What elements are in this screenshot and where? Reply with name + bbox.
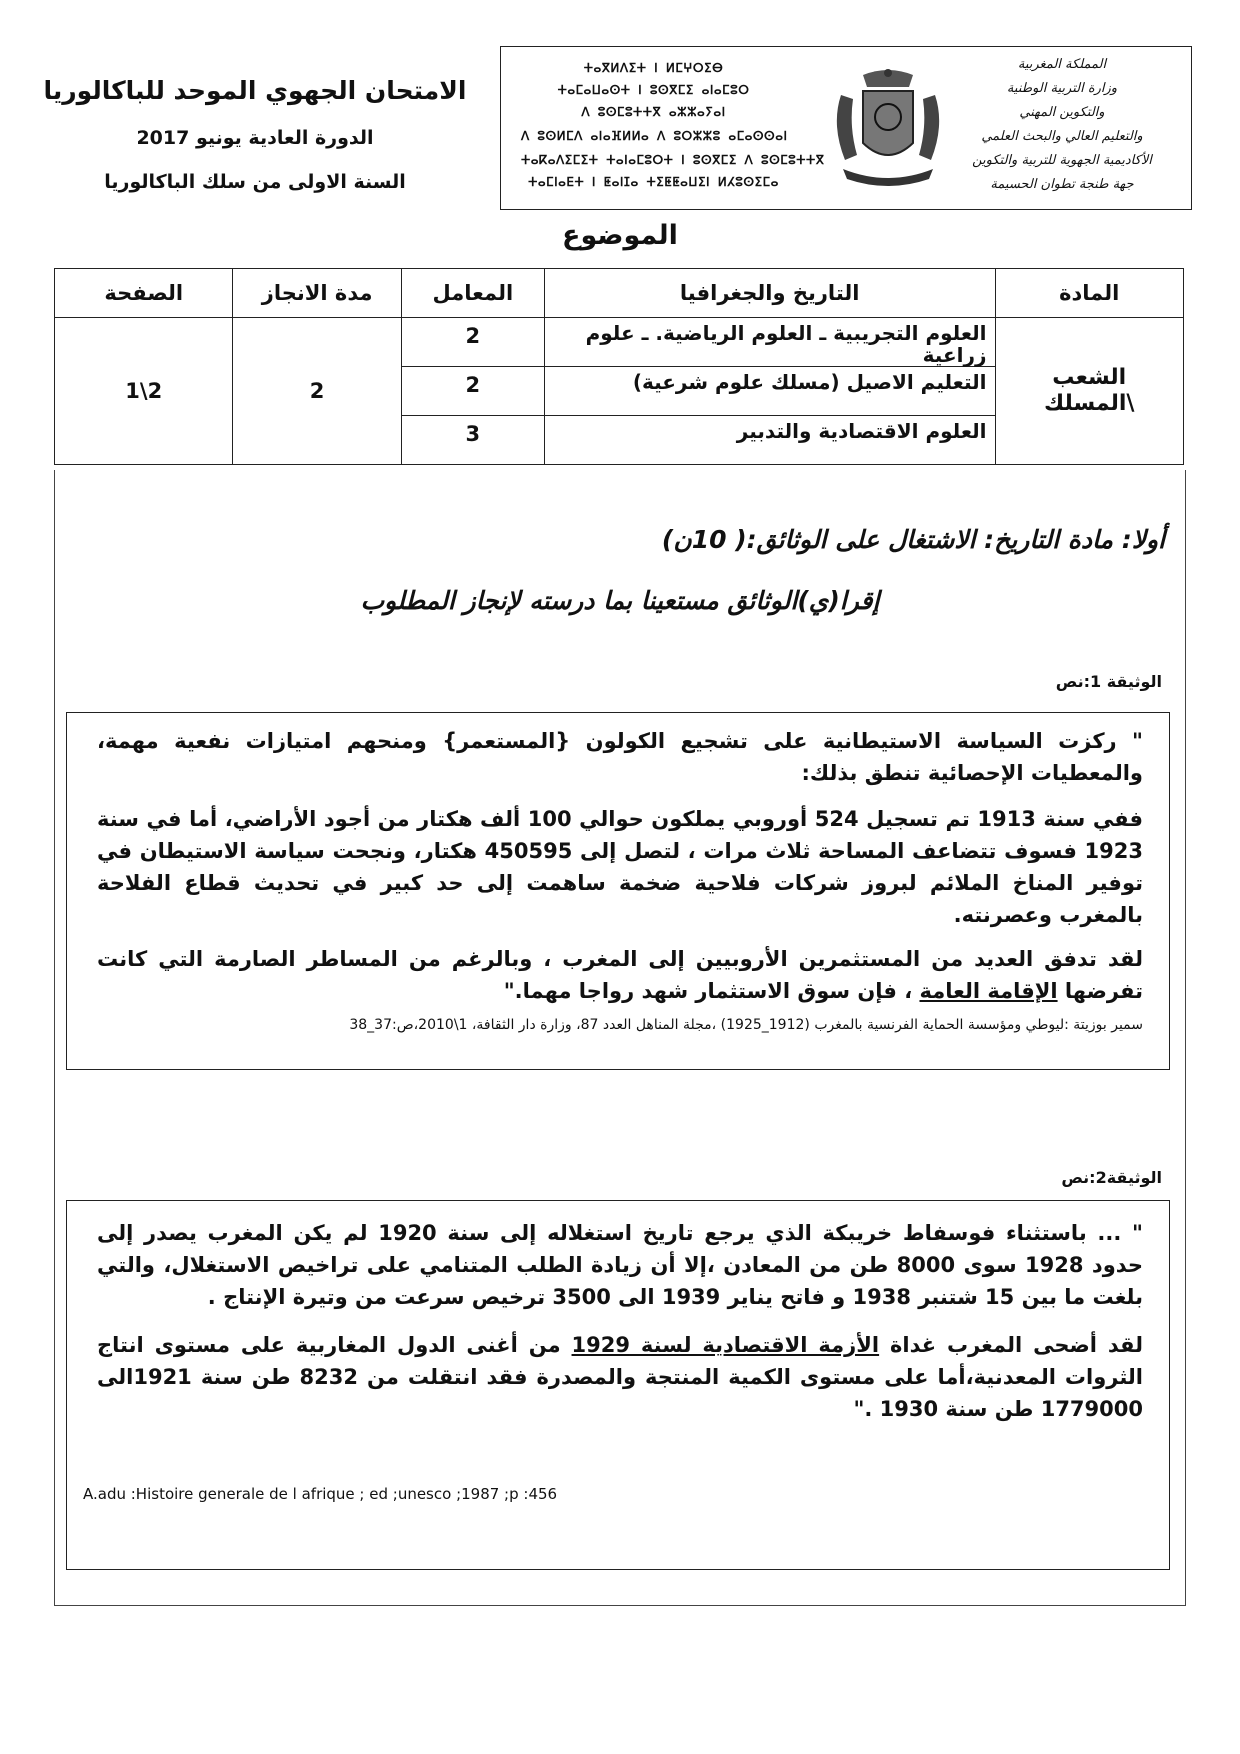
doc2-label: الوثيقة2:نص xyxy=(1061,1168,1162,1187)
doc1-box xyxy=(66,712,1170,1070)
stream-cell: التعليم الاصيل (مسلك علوم شرعية) xyxy=(544,367,995,416)
part-one-title: أولا: مادة التاريخ: الاشتغال على الوثائق:( 10ن) xyxy=(661,525,1165,554)
tifinagh-line: ⴷ ⵓⵙⵎⵓⵜⵜⴳ ⴰⵣⵣⴰⵢⴰⵏ xyxy=(581,105,726,119)
stream-cell: العلوم الاقتصادية والتدبير xyxy=(544,416,995,465)
subject-value: التاريخ والجغرافيا xyxy=(544,269,995,318)
coefficient-cell: 2 xyxy=(401,367,544,416)
coefficient-cell: 3 xyxy=(401,416,544,465)
tifinagh-line: ⴷ ⵓⵙⵍⵎⴷ ⴰⵏⴰⴼⵍⵍⴰ ⴷ ⵓⵔⵣⵣⵓ ⴰⵎⴰⵙⵙⴰⵏ xyxy=(521,129,788,143)
institution-header-box xyxy=(500,46,1192,210)
subject-header: المادة xyxy=(995,269,1184,318)
tifinagh-line: ⵜⴰⵎⵏⴰⴹⵜ ⵏ ⵟⴰⵏⵊⴰ ⵜⵉⵟⵟⴰⵡⵉⵏ ⵍⵃⵓⵙⵉⵎⴰ xyxy=(528,175,779,189)
subject-heading: الموضوع xyxy=(562,220,678,251)
tifinagh-line: ⵜⴰⴳⵍⴷⵉⵜ ⵏ ⵍⵎⵖⵔⵉⴱ xyxy=(583,61,724,75)
stream-cell: العلوم التجريبية ـ العلوم الرياضية. ـ علوم زراعية xyxy=(544,318,995,367)
doc2-paragraph: " ... باستثناء فوسفاط خريبكة الذي يرجع تاريخ استغلاله إلى سنة 1920 لم يكن المغرب يصدر إلى حدود 1928 سوى 8000 طن من المعادن ،إلا أن زيادة الطلب المتنامي على تراخيص الاستغلال، والتي بلغت ما بين 15 شتنبر 1938 و فاتح يناير 1939 الى 3500 ترخيص سرعت من وتيرة الإنتاج . xyxy=(97,1221,1144,1309)
institution-line: المملكة المغربية xyxy=(1017,57,1107,72)
doc1-text: لقد تدفق العديد من المستثمرين الأروبيين إلى المغرب ، وبالرغم من المساطر الصارمة التي كانت تفرضها xyxy=(97,947,1143,1003)
tifinagh-line: ⵜⴰⴽⴰⴷⵉⵎⵉⵜ ⵜⴰⵏⴰⵎⵓⵔⵜ ⵏ ⵓⵙⴳⵎⵉ ⴷ ⵓⵙⵎⵓⵜⵜⴳ xyxy=(521,153,825,167)
table-header-row xyxy=(55,269,1184,318)
institution-line: جهة طنجة تطوان الحسيمة xyxy=(990,177,1134,192)
exam-header xyxy=(40,76,470,193)
doc2-underlined-term: الأزمة الاقتصادية لسنة 1929 xyxy=(571,1333,880,1357)
exam-session: الدورة العادية يونيو 2017 xyxy=(136,127,374,149)
institution-line: والتعليم العالي والبحث العلمي xyxy=(981,129,1143,144)
instruction-text: إقرا(ي)الوثائق مستعينا بما درسته لإنجاز المطلوب xyxy=(360,586,880,615)
duration-value: 2 xyxy=(233,318,401,465)
institution-line: والتكوين المهني xyxy=(1019,105,1105,120)
exam-title: الامتحان الجهوي الموحد للباكالوريا xyxy=(43,76,467,105)
doc2-box xyxy=(66,1200,1170,1570)
institution-line: الأكاديمية الجهوية للتربية والتكوين xyxy=(972,153,1152,168)
institution-line: وزارة التربية الوطنية xyxy=(1006,81,1118,96)
exam-info-table xyxy=(54,268,1184,465)
doc2-text: من أغنى الدول المغاربية على مستوى انتاج الثروات المعدنية،أما على مستوى الكمية المنتجة والمصدرة فقد انتقلت من 8232 طن سنة 1921الى 1779000 طن سنة 1930 ." xyxy=(97,1333,1143,1421)
doc1-label: الوثيقة 1:نص xyxy=(1055,672,1162,691)
doc1-paragraph: ففي سنة 1913 تم تسجيل 524 أوروبي يملكون حوالي 100 ألف هكتار من أجود الأراضي، أما في سنة 1923 فسوف تتضاعف المساحة ثلاث مرات ، لتصل إلى 450595 هكتار، ونجحت سياسة الاستيطان في توفير المناخ الملائم لبروز شركات فلاحية ضخمة ساهمت إلى حد كبير في تحديث قطاع الفلاحة بالمغرب وعصرنته. xyxy=(97,807,1143,927)
streams-label: الشعب \المسلك xyxy=(995,318,1184,465)
doc2-paragraph xyxy=(97,1329,1143,1425)
page-value: 2\1 xyxy=(55,318,233,465)
doc1-underlined-term: الإقامة العامة xyxy=(919,979,1058,1003)
table-row xyxy=(55,318,1184,367)
coefficient-cell: 2 xyxy=(401,318,544,367)
doc2-text: لقد أضحى المغرب غداة xyxy=(879,1333,1144,1357)
tifinagh-line: ⵜⴰⵎⴰⵡⴰⵙⵜ ⵏ ⵓⵙⴳⵎⵉ ⴰⵏⴰⵎⵓⵔ xyxy=(557,83,750,97)
doc1-paragraph: " ركزت السياسة الاستيطانية على تشجيع الكولون {المستعمر} ومنحهم امتيازات نفعية مهمة، والمعطيات الإحصائية تنطق بذلك: xyxy=(97,729,1143,785)
coefficient-header: المعامل xyxy=(401,269,544,318)
doc1-text: ، فإن سوق الاستثمار شهد رواجا مهما." xyxy=(503,979,920,1003)
exam-level: السنة الاولى من سلك الباكالوريا xyxy=(104,171,406,193)
coat-of-arms-icon xyxy=(823,65,953,190)
doc2-source: A.adu :Histoire generale de l afrique ; ed ;unesco ;1987 ;p :456 xyxy=(83,1485,558,1503)
duration-header: مدة الانجاز xyxy=(233,269,401,318)
doc1-paragraph xyxy=(97,943,1143,1007)
doc1-source: سمير بوزيتة :ليوطي ومؤسسة الحماية الفرنسية بالمغرب (1912_1925) ،مجلة المناهل العدد 87، وزارة دار الثقافة، 1\2010،ص:37_38 xyxy=(349,1017,1143,1033)
page-header: الصفحة xyxy=(55,269,233,318)
